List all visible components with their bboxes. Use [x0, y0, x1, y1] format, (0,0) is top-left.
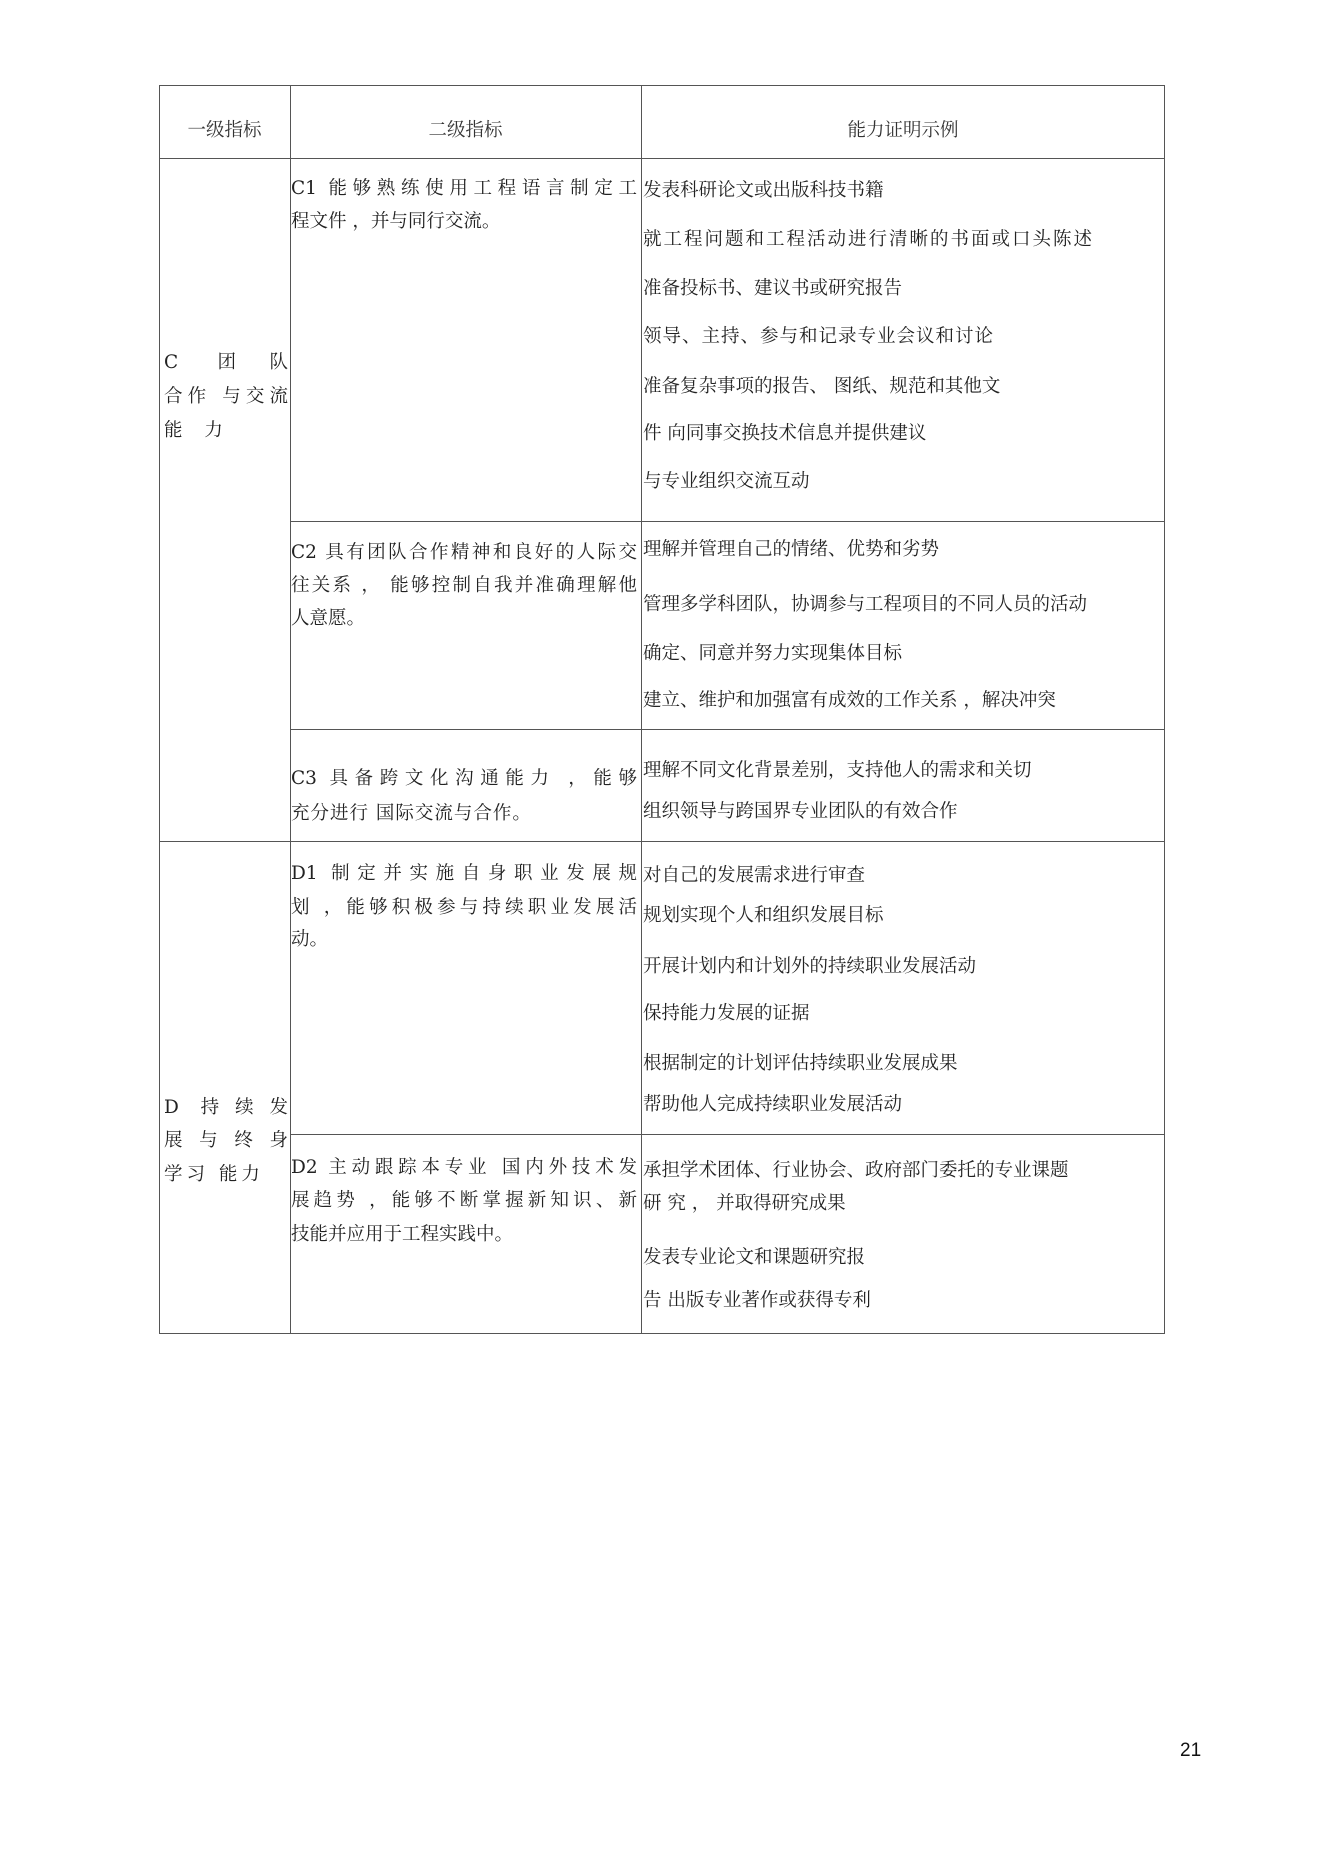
divider — [159, 158, 1165, 159]
header-examples: 能力证明示例 — [847, 120, 959, 141]
example-item: 件 向同事交换技术信息并提供建议 — [643, 423, 927, 444]
page-number: 21 — [1180, 1740, 1202, 1761]
example-item: 组织领导与跨国界专业团队的有效合作 — [643, 801, 958, 822]
example-item: 管理多学科团队，协调参与工程项目的不同人员的活动 — [643, 594, 1088, 615]
example-item: 研 究 ， 并取得研究成果 — [643, 1193, 846, 1214]
example-item: 与专业组织交流互动 — [643, 471, 810, 492]
example-item: 建立、维护和加强富有成效的工作关系 ，解决冲突 — [643, 690, 1056, 711]
example-item: 根据制定的计划评估持续职业发展成果 — [643, 1053, 958, 1074]
example-item: 就工程问题和工程活动进行清晰的书面或口头陈述 — [643, 229, 1095, 250]
indicator-line: 往关系 ， 能够控制自我并准确理解他 — [291, 575, 637, 596]
example-item: 领导、主持、参与和记录专业会议和讨论 — [643, 326, 995, 347]
example-item: 开展计划内和计划外的持续职业发展活动 — [643, 956, 977, 977]
example-item: 发表专业论文和课题研究报 — [643, 1247, 866, 1268]
group-label-line: 展与终身 — [164, 1130, 288, 1151]
group-label-line: C 团队 — [164, 352, 288, 373]
indicator-line: 动。 — [291, 929, 329, 950]
divider — [290, 85, 291, 1334]
indicator-line: C1 能够熟练使用工程语言制定工 — [291, 178, 637, 199]
divider — [641, 85, 642, 1334]
divider — [290, 729, 1165, 730]
example-item: 帮助他人完成持续职业发展活动 — [643, 1094, 903, 1115]
group-label-line: D 持续发 — [164, 1097, 288, 1118]
example-item: 保持能力发展的证据 — [643, 1003, 810, 1024]
header-level1: 一级指标 — [187, 120, 262, 141]
example-item: 告 出版专业著作或获得专利 — [643, 1290, 871, 1311]
group-label-line: 合作 与交流 — [164, 386, 288, 407]
indicator-line: 展趋势 ，能够不断掌握新知识、新 — [291, 1190, 637, 1211]
indicator-line: D1 制定并实施自身职业发展规 — [291, 863, 637, 884]
divider — [290, 1134, 1165, 1135]
example-item: 对自己的发展需求进行审查 — [643, 865, 866, 886]
indicator-line: D2 主动跟踪本专业 国内外技术发 — [291, 1157, 637, 1178]
indicator-line: 技能并应用于工程实践中。 — [291, 1224, 514, 1245]
divider — [159, 841, 1165, 842]
indicator-line: 人意愿。 — [291, 608, 366, 629]
indicator-line: C3 具备跨文化沟通能力 ，能够 — [291, 768, 637, 789]
indicator-line: 划 ，能够积极参与持续职业发展活 — [291, 897, 637, 918]
example-item: 确定、同意并努力实现集体目标 — [643, 643, 903, 664]
example-item: 承担学术团体、行业协会、政府部门委托的专业课题 — [643, 1160, 1069, 1181]
indicator-line: 程文件 ，并与同行交流。 — [291, 211, 501, 232]
example-item: 准备复杂事项的报告、 图纸、规范和其他文 — [643, 376, 1001, 397]
example-item: 理解并管理自己的情绪、优势和劣势 — [643, 539, 940, 560]
divider — [290, 521, 1165, 522]
example-item: 理解不同文化背景差别，支持他人的需求和关切 — [643, 760, 1032, 781]
indicator-line: 充分进行 国际交流与合作。 — [291, 803, 532, 824]
group-label-line: 学习 能力 — [164, 1164, 264, 1185]
example-item: 规划实现个人和组织发展目标 — [643, 905, 884, 926]
example-item: 发表科研论文或出版科技书籍 — [643, 180, 884, 201]
group-label-line: 能 力 — [164, 420, 231, 441]
indicator-line: C2 具有团队合作精神和良好的人际交 — [291, 542, 637, 563]
header-level2: 二级指标 — [428, 120, 503, 141]
example-item: 准备投标书、建议书或研究报告 — [643, 278, 903, 299]
